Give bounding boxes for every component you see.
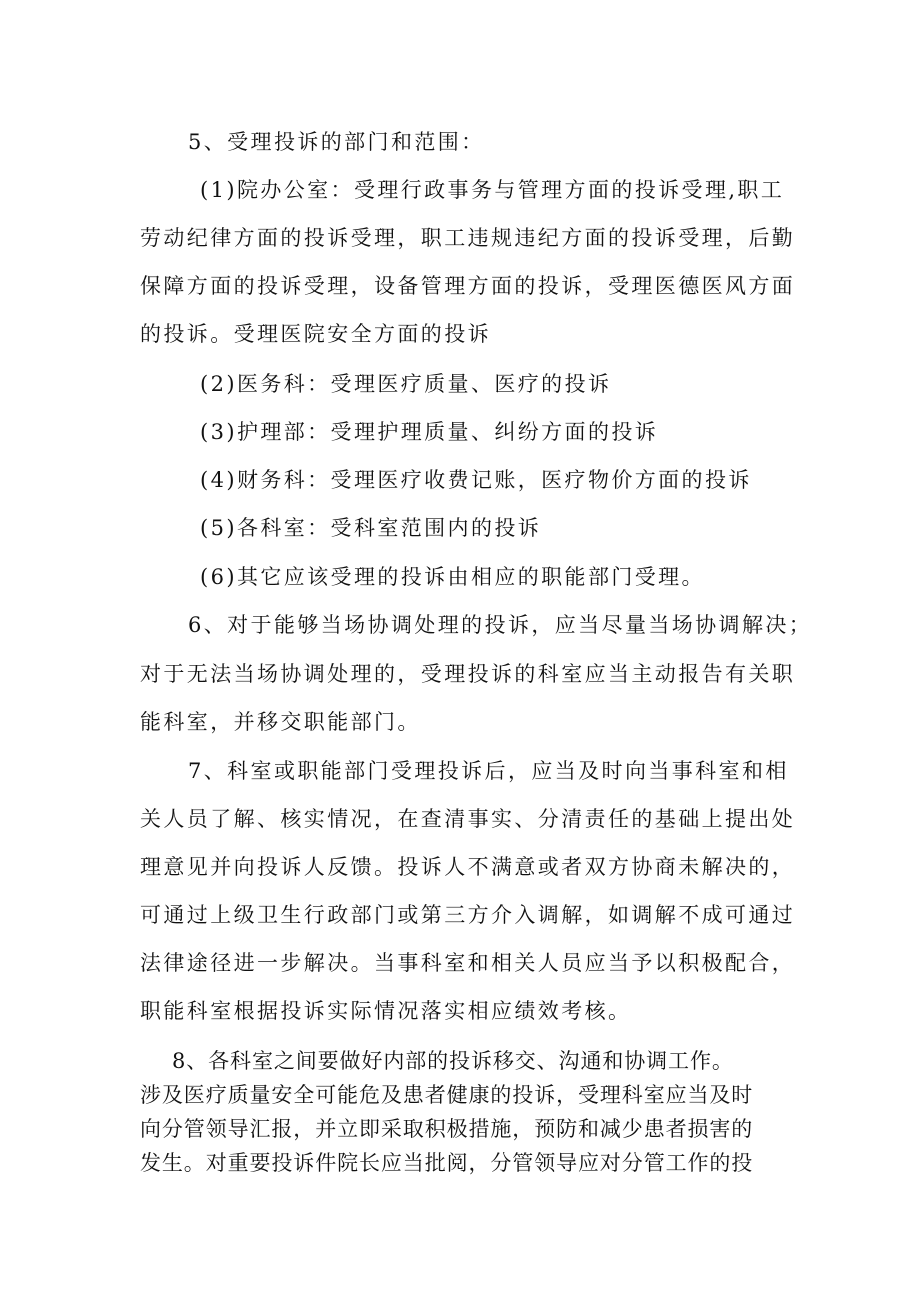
section-8-line-1: 8、各科室之间要做好内部的投诉移交、沟通和协调工作。 <box>172 1049 734 1073</box>
item-5: (5)各科室：受科室范围内的投诉 <box>200 516 542 540</box>
section-7-line-4: 可通过上级卫生行政部门或第三方介入调解，如调解不成可通过 <box>140 903 796 927</box>
section-8-line-4: 发生。对重要投诉件院长应当批阅，分管领导应对分管工作的投 <box>140 1151 754 1175</box>
item-2: (2)医务科：受理医疗质量、医疗的投诉 <box>200 372 612 396</box>
item-1-line-1: (1)院办公室：受理行政事务与管理方面的投诉受理,职工 <box>200 178 785 202</box>
section-7-line-6: 职能科室根据投诉实际情况落实相应绩效考核。 <box>140 999 632 1023</box>
section-7-line-2: 关人员了解、核实情况，在查清事实、分清责任的基础上提出处 <box>140 807 796 831</box>
item-6: (6)其它应该受理的投诉由相应的职能部门受理。 <box>200 565 705 589</box>
section-6-line-3: 能科室，并移交职能部门。 <box>140 710 421 734</box>
section-6-line-1: 6、对于能够当场协调处理的投诉，应当尽量当场协调解决； <box>188 613 813 637</box>
section-7-line-5: 法律途径进一步解决。当事科室和相关人员应当予以积极配合， <box>140 951 796 975</box>
section-5-heading: 5、受理投诉的部门和范围： <box>188 130 485 154</box>
section-7-line-3: 理意见并向投诉人反馈。投诉人不满意或者双方协商未解决的， <box>140 855 796 879</box>
section-8-line-3: 向分管领导汇报，并立即采取积极措施，预防和减少患者损害的 <box>140 1117 754 1141</box>
item-3: (3)护理部：受理护理质量、纠纷方面的投诉 <box>200 420 659 444</box>
item-4: (4)财务科：受理医疗收费记账，医疗物价方面的投诉 <box>200 468 752 492</box>
item-1-line-3: 保障方面的投诉受理，设备管理方面的投诉，受理医德医风方面 <box>140 274 796 298</box>
item-1-line-2: 劳动纪律方面的投诉受理，职工违规违纪方面的投诉受理，后勤 <box>140 226 796 250</box>
section-7-line-1: 7、科室或职能部门受理投诉后，应当及时向当事科室和相 <box>188 759 789 783</box>
section-6-line-2: 对于无法当场协调处理的，受理投诉的科室应当主动报告有关职 <box>140 662 796 686</box>
section-8-line-2: 涉及医疗质量安全可能危及患者健康的投诉，受理科室应当及时 <box>140 1083 754 1107</box>
item-1-line-4: 的投诉。受理医院安全方面的投诉 <box>140 322 491 346</box>
